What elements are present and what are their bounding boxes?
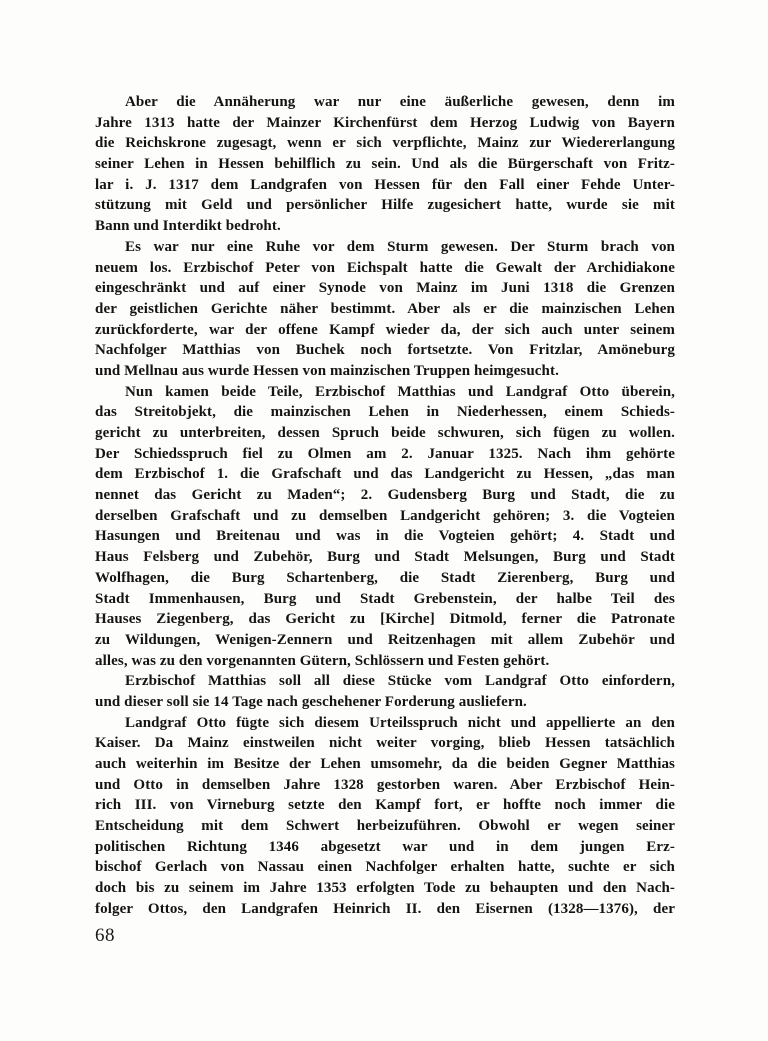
text-line: bischof Gerlach von Nassau einen Nachfolger erhalten hatte, suchte er sich <box>95 859 675 876</box>
text-line: Erzbischof Matthias soll all diese Stücke vom Landgraf Otto einfordern, <box>125 673 675 690</box>
text-line: Aber die Annäherung war nur eine äußerliche gewesen, denn im <box>125 94 675 110</box>
text-line: Bann und Interdikt bedroht. <box>95 218 281 235</box>
text-line: gericht zu unterbreiten, dessen Spruch beide schwuren, sich fügen zu wollen. <box>95 425 675 441</box>
text-line: Hasungen und Breitenau und was in die Vogteien gehört; 4. Stadt und <box>95 528 675 545</box>
text-line: Entscheidung mit dem Schwert herbeizuführen. Obwohl er wegen seiner <box>95 818 675 835</box>
text-line: zu Wildungen, Wenigen-Zennern und Reitzenhagen mit allem Zubehör und <box>95 631 675 648</box>
text-line: Nachfolger Matthias von Buchek noch fortsetzte. Von Fritzlar, Amöneburg <box>95 342 675 359</box>
text-line: neuem los. Erzbischof Peter von Eichspalt hatte die Gewalt der Archidiakone <box>95 259 675 276</box>
text-line: derselben Grafschaft und zu demselben Landgericht gehören; 3. die Vogteien <box>95 507 675 524</box>
text-line: der geistlichen Gerichte näher bestimmt. Aber als er die mainzischen Lehen <box>95 300 675 317</box>
text-line: Haus Felsberg und Zubehör, Burg und Stadt Melsungen, Burg und Stadt <box>95 549 675 566</box>
text-line: rich III. von Virneburg setzte den Kampf fort, er hoffte noch immer die <box>95 797 675 814</box>
paragraph <box>95 671 675 712</box>
text-line: politischen Richtung 1346 abgesetzt war und in dem jungen Erz- <box>95 838 675 855</box>
text-line: alles, was zu den vorgenannten Gütern, Schlössern und Festen gehört. <box>95 652 550 669</box>
text-line: Wolfhagen, die Burg Schartenberg, die Stadt Zierenberg, Burg und <box>95 569 675 586</box>
paragraph <box>95 92 675 237</box>
text-line: dem Erzbischof 1. die Grafschaft und das Landgericht zu Hessen, „das man <box>95 466 675 483</box>
text-line: stützung mit Geld und persönlicher Hilfe zugesichert hatte, wurde sie mit <box>95 197 675 214</box>
text-line: Landgraf Otto fügte sich diesem Urteilsspruch nicht und appellierte an den <box>125 714 675 731</box>
text-line: Jahre 1313 hatte der Mainzer Kirchenfürst dem Herzog Ludwig von Bayern <box>95 114 675 131</box>
text-line: eingeschränkt und auf einer Synode von Mainz im Juni 1318 die Grenzen <box>95 280 675 297</box>
text-line: auch weiterhin im Besitze der Lehen umsomehr, da die beiden Gegner Matthias <box>95 756 675 772</box>
text-line: nennet das Gericht zu Maden“; 2. Gudensberg Burg und Stadt, die zu <box>95 487 675 504</box>
text-line: Es war nur eine Ruhe vor dem Sturm gewesen. Der Sturm brach von <box>125 238 675 255</box>
text-line: doch bis zu seinem im Jahre 1353 erfolgten Tode zu behaupten und den Nach- <box>95 880 675 897</box>
text-line: Stadt Immenhausen, Burg und Stadt Grebenstein, der halbe Teil des <box>95 590 675 607</box>
text-line: und Otto in demselben Jahre 1328 gestorben waren. Aber Erzbischof Hein- <box>95 776 675 793</box>
page-number: 68 <box>95 925 115 946</box>
text-line: Hauses Ziegenberg, das Gericht zu [Kirche] Ditmold, ferner die Patronate <box>95 611 675 628</box>
text-line: und dieser soll sie 14 Tage nach geschehener Forderung ausliefern. <box>95 693 527 710</box>
paragraph <box>95 237 675 382</box>
text-line: die Reichskrone zugesagt, wenn er sich verpflichte, Mainz zur Wiedererlangung <box>95 135 675 152</box>
paragraph <box>95 713 675 920</box>
paragraph <box>95 382 675 672</box>
text-line: lar i. J. 1317 dem Landgrafen von Hessen für den Fall einer Fehde Unter- <box>95 176 675 193</box>
text-line: Der Schiedsspruch fiel zu Olmen am 2. Januar 1325. Nach ihm gehörte <box>95 445 675 462</box>
text-line: seiner Lehen in Hessen behilflich zu sein. Und als die Bürgerschaft von Fritz- <box>95 156 675 173</box>
text-line: das Streitobjekt, die mainzischen Lehen in Niederhessen, einem Schieds- <box>95 404 675 421</box>
text-line: folger Ottos, den Landgrafen Heinrich II. den Eisernen (1328—1376), der <box>95 900 675 917</box>
text-line: zurückforderte, war der offene Kampf wieder da, der sich auch unter seinem <box>95 321 675 338</box>
text-line: und Mellnau aus wurde Hessen von mainzischen Truppen heimgesucht. <box>95 362 559 379</box>
text-block <box>95 92 675 920</box>
text-line: Kaiser. Da Mainz einstweilen nicht weiter vorging, blieb Hessen tatsächlich <box>95 735 675 752</box>
text-line: Nun kamen beide Teile, Erzbischof Matthias und Landgraf Otto überein, <box>125 383 675 400</box>
